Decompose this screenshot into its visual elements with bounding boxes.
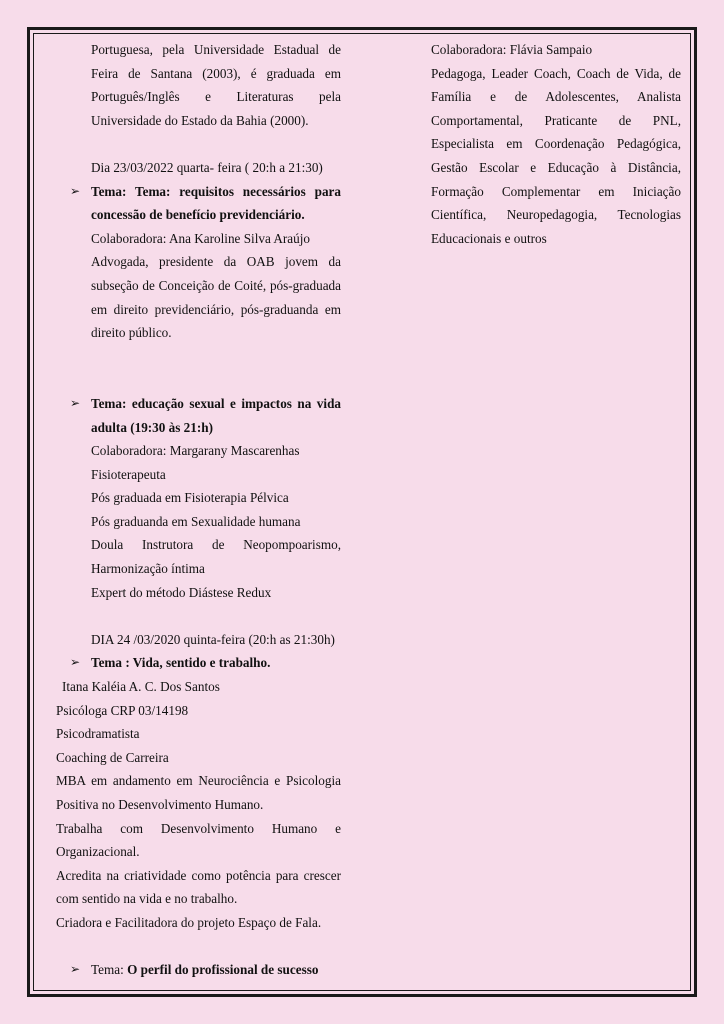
arrow-bullet-icon: ➢	[70, 655, 81, 670]
topic-4-title: O perfil do profissional de sucesso	[127, 962, 319, 978]
left-column	[56, 38, 341, 982]
date-line-2: DIA 24 /03/2020 quinta-feira (20:h as 21:30h)	[91, 631, 335, 647]
topic-3-line: Criadora e Facilitadora do projeto Espaço de Fala.	[56, 914, 322, 930]
topic-2-line: Doula Instrutora de Neopompoarismo, Harmonização íntima	[91, 537, 341, 577]
topic-4-prefix: Tema:	[91, 962, 128, 978]
topic-1-collaborator: Colaboradora: Ana Karoline Silva Araújo	[91, 230, 311, 246]
topic-2-line: Pós graduada em Fisioterapia Pélvica	[91, 490, 289, 506]
right-collaborator: Colaboradora: Flávia Sampaio	[431, 42, 593, 57]
topic-2-title: Tema: educação sexual e impactos na vida adulta (19:30 às 21:h)	[91, 395, 341, 435]
topic-2-line: Fisioterapeuta	[91, 466, 166, 482]
date-line-1: Dia 23/03/2022 quarta- feira ( 20:h a 21:30)	[91, 159, 323, 175]
topic-3-line: MBA em andamento em Neurociência e Psicologia Positiva no Desenvolvimento Humano.	[56, 773, 341, 812]
right-bio: Pedagoga, Leader Coach, Coach de Vida, de Família e de Adolescentes, Analista Comportamental, Praticante de PNL, Especialista em Coordenação Pedagógica, Gestão Escolar e Educação à Distância, Formação Complementar em Iniciação Científica, Neuropedagogia, Tecnologias Educacionais e outros	[431, 65, 681, 246]
topic-3-line: Psicóloga CRP 03/14198	[56, 702, 189, 718]
topic-2-line: Expert do método Diástese Redux	[91, 584, 272, 600]
topic-3-line: Acredita na criatividade como potência para crescer com sentido na vida e no trabalho.	[56, 867, 341, 907]
topic-3	[70, 651, 341, 675]
topic-3-name: Itana Kaléia A. C. Dos Santos	[62, 679, 220, 695]
topic-3-line: Trabalha com Desenvolvimento Humano e Organizacional.	[56, 820, 341, 860]
arrow-bullet-icon: ➢	[70, 962, 81, 977]
topic-2-line: Pós graduanda em Sexualidade humana	[91, 513, 301, 529]
topic-3-details	[56, 675, 341, 935]
intro-paragraph: Portuguesa, pela Universidade Estadual de Feira de Santana (2003), é graduada em Português/Inglês e Literaturas pela Universidade do Estado da Bahia (2000).	[91, 42, 341, 128]
topic-3-title: Tema : Vida, sentido e trabalho.	[91, 655, 271, 671]
topic-1-title: Tema: Tema: requisitos necessários para concessão de benefício previdenciário.	[91, 183, 341, 223]
topic-2	[70, 392, 341, 604]
topic-1-bio: Advogada, presidente da OAB jovem da subseção de Conceição de Coité, pós-graduada em direito previdenciário, pós-graduanda em direito público.	[91, 254, 341, 341]
topic-4	[70, 958, 341, 982]
arrow-bullet-icon: ➢	[70, 183, 81, 198]
topic-3-line: Psicodramatista	[56, 726, 140, 742]
topic-3-line: Coaching de Carreira	[56, 749, 169, 765]
arrow-bullet-icon: ➢	[70, 395, 81, 410]
right-column	[431, 38, 681, 250]
topic-2-collaborator: Colaboradora: Margarany Mascarenhas	[91, 443, 300, 459]
topic-1	[70, 180, 341, 345]
